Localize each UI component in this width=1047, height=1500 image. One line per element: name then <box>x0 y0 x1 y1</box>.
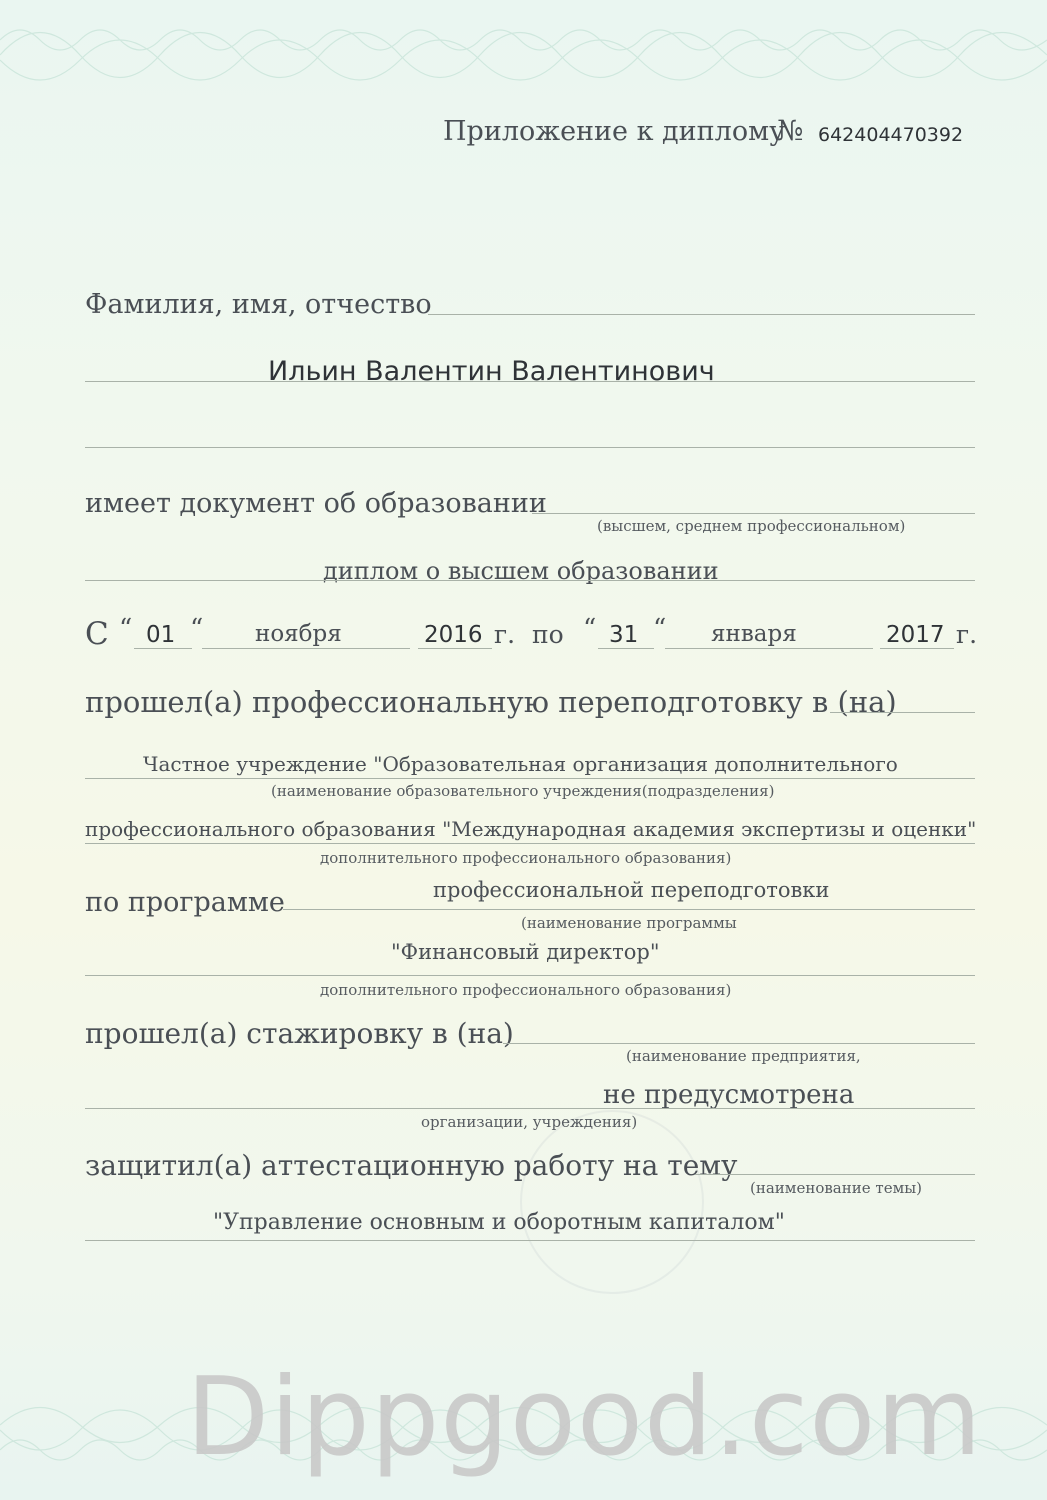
appendix-label: Приложение к диплому <box>443 116 785 147</box>
thesis-line-2 <box>85 1240 975 1241</box>
internship-caption-2: организации, учреждения) <box>421 1113 638 1131</box>
retraining-caption-2: дополнительного профессионального образования) <box>320 849 732 867</box>
to-month-line <box>665 648 873 649</box>
open-quote-1: “ <box>119 614 133 644</box>
fio-label: Фамилия, имя, отчество <box>85 289 432 320</box>
retraining-caption-1: (наименование образовательного учреждения(подразделения) <box>271 782 775 800</box>
education-doc-line-2 <box>85 580 975 581</box>
fio-line-1 <box>428 314 975 315</box>
from-year-line <box>418 648 492 649</box>
internship-line-2 <box>85 1108 975 1109</box>
program-line-2 <box>85 975 975 976</box>
to-day-line <box>598 648 654 649</box>
period-to-month: января <box>711 621 797 647</box>
period-from-year: 2016 <box>424 622 483 648</box>
period-to-prefix: по <box>532 620 564 649</box>
education-doc-line-1 <box>532 513 975 514</box>
from-day-line <box>134 648 192 649</box>
internship-line-1 <box>503 1043 975 1044</box>
open-quote-2: “ <box>583 614 597 644</box>
period-from-prefix: С <box>85 616 109 652</box>
program-label: по программе <box>85 887 285 918</box>
program-value-1: профессиональной переподготовки <box>433 878 830 902</box>
internship-caption-1: (наименование предприятия, <box>626 1047 861 1065</box>
close-quote-1: “ <box>190 614 204 644</box>
program-line-1 <box>283 909 975 910</box>
watermark-text: Dippgood.com <box>186 1355 983 1480</box>
thesis-label: защитил(а) аттестационную работу на тему <box>85 1149 738 1182</box>
retraining-label: прошел(а) профессиональную переподготовку в (на) <box>85 685 897 719</box>
fio-line-2 <box>85 381 975 382</box>
retraining-line-2 <box>85 778 975 779</box>
program-caption-1: (наименование программы <box>521 914 737 932</box>
fio-line-3 <box>85 447 975 448</box>
retraining-org-line1: Частное учреждение "Образовательная организация дополнительного <box>143 752 898 776</box>
number-sign: № <box>777 114 804 147</box>
program-caption-2: дополнительного профессионального образования) <box>320 981 732 999</box>
fio-value: Ильин Валентин Валентинович <box>268 356 715 387</box>
thesis-caption: (наименование темы) <box>750 1179 923 1197</box>
education-doc-label: имеет документ об образовании <box>85 488 547 519</box>
retraining-line-1 <box>830 712 975 713</box>
period-to-day: 31 <box>609 622 639 648</box>
close-quote-2: “ <box>653 614 667 644</box>
program-value-2: "Финансовый директор" <box>391 940 660 964</box>
period-from-month: ноября <box>255 621 342 647</box>
diploma-number: 642404470392 <box>818 124 964 146</box>
internship-value: не предусмотрена <box>603 1080 855 1110</box>
year-suffix-2: г. <box>956 620 978 649</box>
period-from-day: 01 <box>146 622 176 648</box>
from-month-line <box>202 648 410 649</box>
thesis-value: "Управление основным и оборотным капиталом" <box>213 1210 785 1235</box>
education-doc-caption: (высшем, среднем профессиональном) <box>597 517 906 535</box>
year-suffix-1: г. <box>494 620 516 649</box>
thesis-line-1 <box>695 1174 975 1175</box>
retraining-org-line2: профессионального образования "Международная академия экспертизы и оценки" <box>85 817 977 841</box>
retraining-line-3 <box>85 843 975 844</box>
to-year-line <box>880 648 954 649</box>
period-to-year: 2017 <box>886 622 945 648</box>
education-doc-value: диплом о высшем образовании <box>323 557 719 585</box>
internship-label: прошел(а) стажировку в (на) <box>85 1017 514 1050</box>
